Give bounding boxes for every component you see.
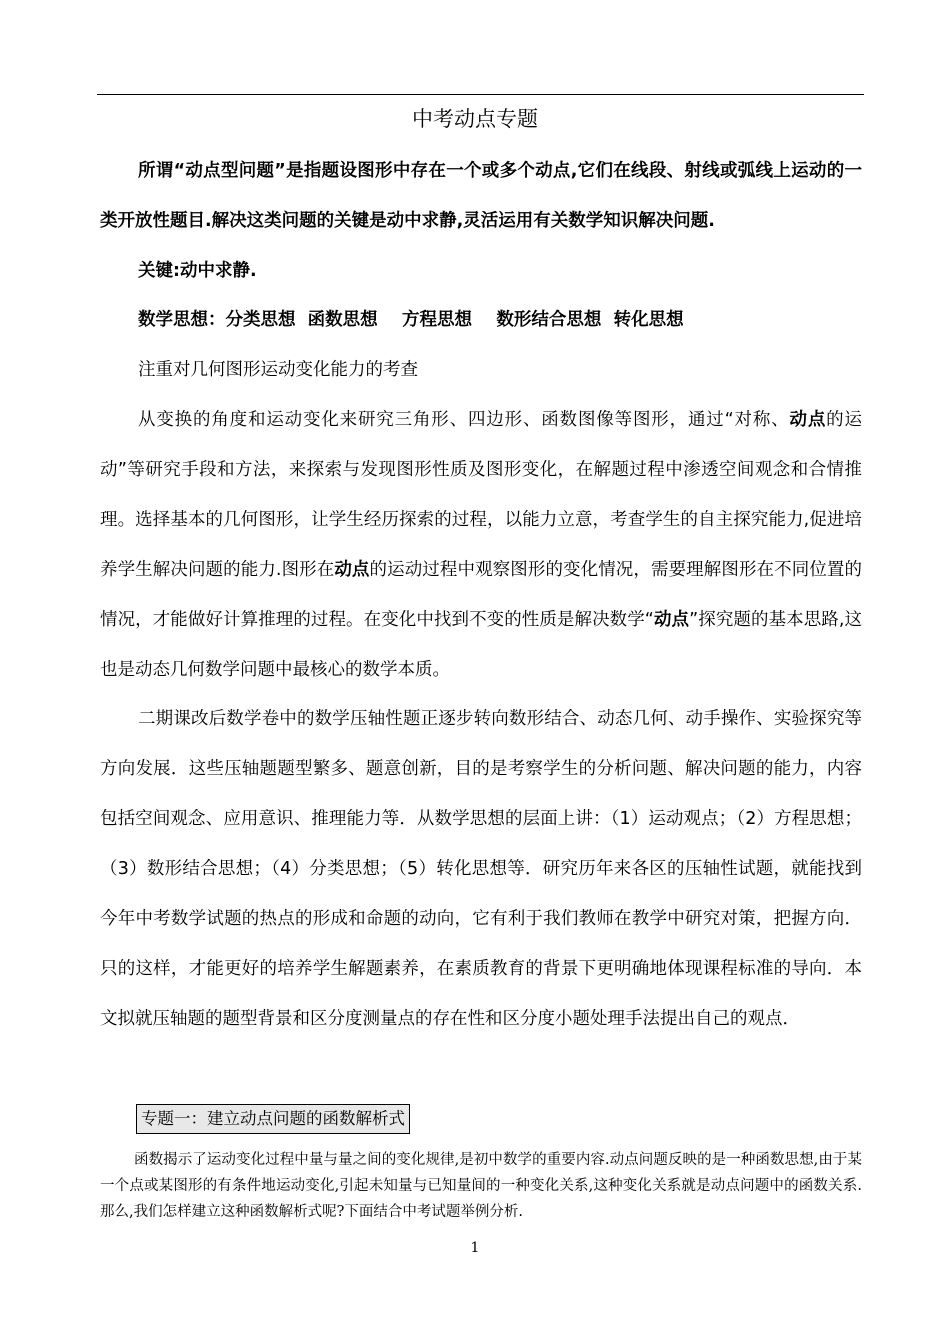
focus-line: 注重对几何图形运动变化能力的考查 <box>138 360 418 380</box>
p1-bold-moving-point-1: 动点 <box>789 410 827 430</box>
intro-paragraph: 所谓“动点型问题”是指题设图形中存在一个或多个动点,它们在线段、射线或弧线上运动的一类开放性题目.解决这类问题的关键是动中求静,灵活运用有关数学知识解决问题. <box>100 161 862 231</box>
header-rule <box>97 94 864 95</box>
page-number: 1 <box>470 1240 480 1256</box>
p1-bold-moving-point-2: 动点 <box>334 560 370 580</box>
p1-bold-moving-point-3: 动点 <box>653 610 690 630</box>
math-thinking-line: 数学思想：分类思想 函数思想 方程思想 数形结合思想 转化思想 <box>138 310 684 330</box>
p1-text-e: 的运动过程中观察图形的变化情况，需要理解图形在不同位置的情况，才能做好计算推理的过程。在变化中找到不变的性质是解决数学“ <box>100 560 863 630</box>
p1-text-c: 的运动”等研究手段和方法，来探索与发现图形性质及图形变化，在解题过程中渗透空间观念和合情推理。选择基本的几何图形，让学生经历探索的过程，以能力立意，考查学生的自主探究能力,促进培养学生解决问题的能力.图形在 <box>100 410 863 580</box>
key-line: 关键:动中求静. <box>138 261 257 281</box>
section-title-box: 专题一：建立动点问题的函数解析式 <box>136 1104 410 1134</box>
paragraph-curriculum: 二期课改后数学卷中的数学压轴性题正逐步转向数形结合、动态几何、动手操作、实验探究等方向发展．这些压轴题题型繁多、题意创新，目的是考察学生的分析问题、解决问题的能力，内容包括空间观念、应用意识、推理能力等．从数学思想的层面上讲：（1）运动观点；（2）方程思想；（3）数形结合思想；（4）分类思想；（5）转化思想等．研究历年来各区的压轴性试题，就能找到今年中考数学试题的热点的形成和命题的动向，它有利于我们教师在教学中研究对策，把握方向．只的这样，才能更好的培养学生解题素养，在素质教育的背景下更明确地体现课程标准的导向．本文拟就压轴题的题型背景和区分度测量点的存在性和区分度小题处理手法提出自己的观点． <box>100 709 862 1029</box>
section-body: 函数揭示了运动变化过程中量与量之间的变化规律,是初中数学的重要内容.动点问题反映的是一种函数思想,由于某一个点或某图形的有条件地运动变化,引起未知量与已知量间的一种变化关系,这种变化关系就是动点问题中的函数关系.那么,我们怎样建立这种函数解析式呢?下面结合中考试题举例分析. <box>100 1152 862 1220</box>
page-title: 中考动点专题 <box>412 107 538 131</box>
paragraph-transform <box>100 395 862 695</box>
p1-text-g: ”探究题的基本思路,这也是动态几何数学问题中最核心的数学本质。 <box>100 610 862 680</box>
p1-text-a: 从变换的角度和运动变化来研究三角形、四边形、函数图像等图形，通过“对称、 <box>138 410 790 430</box>
